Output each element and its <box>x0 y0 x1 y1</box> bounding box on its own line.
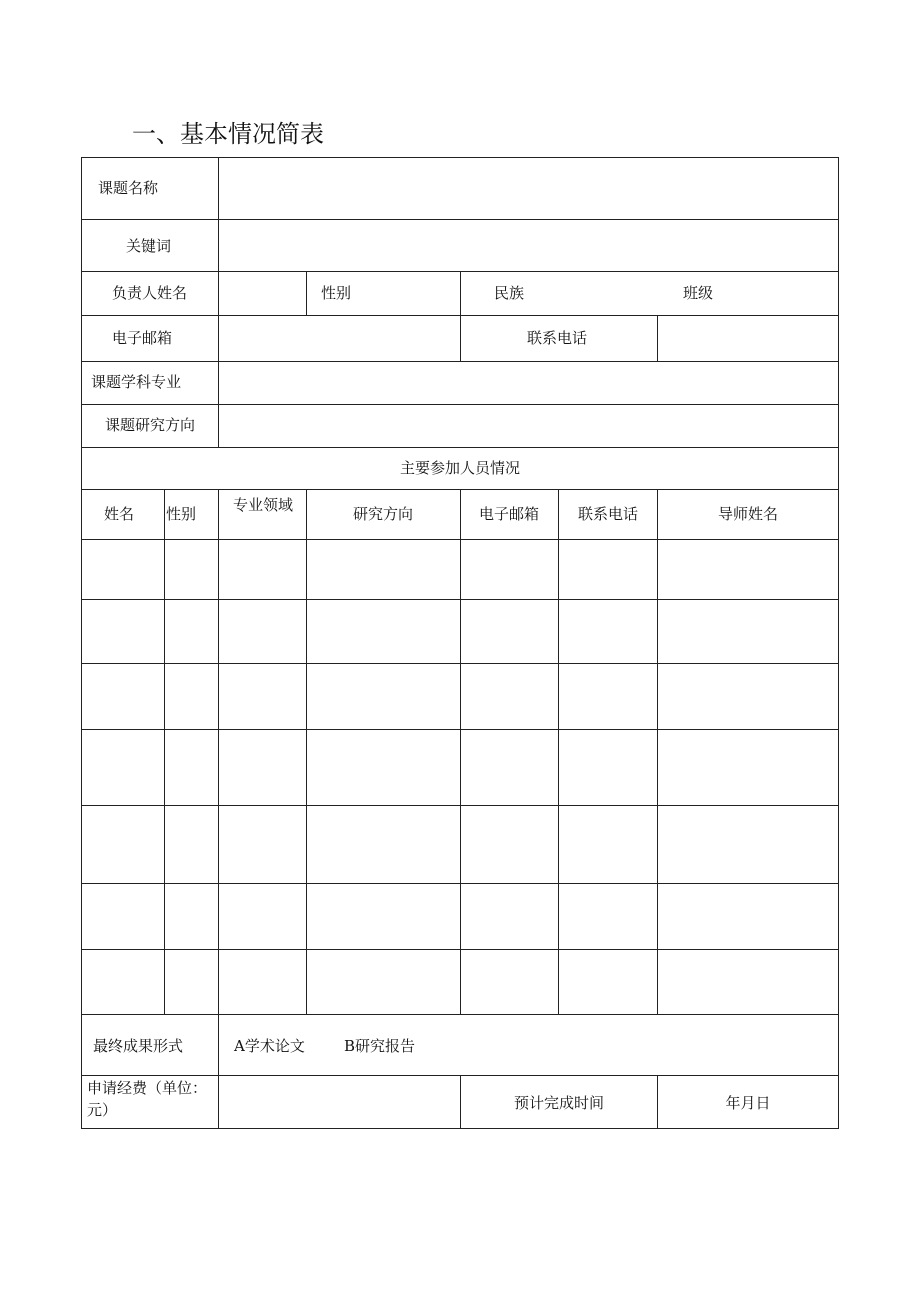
outcome-option-b[interactable]: B研究报告 <box>344 1037 416 1055</box>
table-row[interactable] <box>82 806 838 883</box>
phone-field[interactable] <box>658 316 838 361</box>
outcome-option-a[interactable]: A学术论文 <box>234 1037 305 1055</box>
budget-label: 申请经费（单位：元） <box>87 1079 208 1119</box>
members-section-title: 主要参加人员情况 <box>399 459 521 477</box>
leader-name-label: 负责人姓名 <box>112 284 188 302</box>
topic-name-label: 课题名称 <box>98 179 159 197</box>
ethnicity-label: 民族 <box>494 284 525 302</box>
gender-label: 性别 <box>321 284 352 302</box>
research-direction-label: 课题研究方向 <box>105 416 196 434</box>
completion-time-label: 预计完成时间 <box>513 1094 605 1112</box>
outcome-label: 最终成果形式 <box>93 1037 184 1055</box>
completion-date-field[interactable]: 年月日 <box>725 1094 771 1112</box>
table-row[interactable] <box>82 950 838 1014</box>
page-title: 一、基本情况简表 <box>132 120 324 148</box>
members-col-direction: 研究方向 <box>352 505 414 523</box>
budget-field[interactable] <box>219 1076 460 1128</box>
research-direction-field[interactable] <box>219 405 838 447</box>
members-col-phone: 联系电话 <box>577 505 639 523</box>
phone-label: 联系电话 <box>527 329 588 347</box>
keywords-field[interactable] <box>219 220 838 271</box>
members-col-field: 专业领域 <box>232 496 294 514</box>
table-row[interactable] <box>82 884 838 949</box>
table-row[interactable] <box>82 540 838 599</box>
leader-name-field[interactable] <box>219 272 306 315</box>
members-col-gender: 性别 <box>165 505 197 523</box>
email-label: 电子邮箱 <box>112 329 173 347</box>
application-form-table <box>81 157 839 1129</box>
topic-name-field[interactable] <box>219 158 838 219</box>
members-col-name: 姓名 <box>103 505 135 523</box>
members-col-email: 电子邮箱 <box>478 505 540 523</box>
discipline-label: 课题学科专业 <box>91 373 182 391</box>
table-row[interactable] <box>82 664 838 729</box>
members-col-advisor: 导师姓名 <box>717 505 779 523</box>
email-field[interactable] <box>219 316 460 361</box>
table-row[interactable] <box>82 600 838 663</box>
table-row[interactable] <box>82 730 838 805</box>
keywords-label: 关键词 <box>126 237 172 255</box>
class-label: 班级 <box>683 284 714 302</box>
discipline-field[interactable] <box>219 362 838 404</box>
